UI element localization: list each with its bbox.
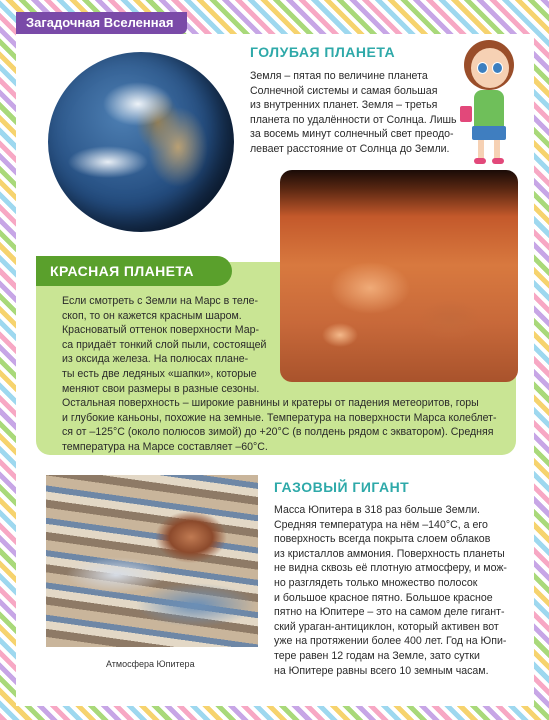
gas-giant-text: Масса Юпитера в 318 раз больше Земли. Средняя температура на нём –140°С, а его поверхность всегда покрыта слоем облаков из кристаллов аммония. Поверхность планеты не видна сквозь её плотную атмосферу, и мож- но разглядеть только множество полосок и большое красное пятно. Большое красное пятно на Юпитере – это на самом деле гигант- ский ураган-антициклон, который активен вот уже на протяжении более 400 лет. Год на Юпи- тере равен 12 годам на Земле, зато сутки на Юпитере равны всего 10 земным часам.	[274, 504, 507, 677]
jupiter-image	[46, 475, 258, 647]
girl-leg-left	[478, 140, 484, 160]
girl-shoe-right	[492, 158, 504, 164]
earth-image	[48, 52, 234, 232]
gas-giant-title: ГАЗОВЫЙ ГИГАНТ	[274, 479, 410, 495]
red-planet-text-wide: Остальная поверхность – широкие равнины и кратеры от падения метеоритов, горы и глубокие каньоны, похожие на земные. Температура на поверхности Марса колеблет- ся от –125°С (около полюсов зимой) до +20°С (в полдень рядом с экватором). Средняя температура на Марсе составляет –60°С.	[62, 397, 497, 453]
girl-eye-left	[477, 62, 488, 74]
section-title: Загадочная Вселенная	[16, 12, 187, 34]
girl-shoe-left	[474, 158, 486, 164]
girl-illustration	[458, 40, 524, 165]
girl-eye-right	[492, 62, 503, 74]
blue-planet-text: Земля – пятая по величине планета Солнечной системы и самая большая из внутренних планет. Земля – третья планета по удалённости от Солнца. Лишь за восемь минут солнечный свет преодо- левает расстояние от Солнца до Земли.	[250, 70, 457, 155]
red-planet-title: КРАСНАЯ ПЛАНЕТА	[36, 256, 232, 286]
girl-leg-right	[494, 140, 500, 160]
jupiter-caption: Атмосфера Юпитера	[106, 659, 195, 669]
mars-image	[280, 170, 518, 382]
blue-planet-title: ГОЛУБАЯ ПЛАНЕТА	[250, 44, 396, 60]
girl-skirt	[472, 126, 506, 140]
red-planet-text-narrow: Если смотреть с Земли на Марс в теле- скоп, то он кажется красным шаром. Красноватый оттенок поверхности Мар- са придаёт тонкий слой пыли, состоящей из оксида железа. На полюсах плане- ты есть две ледяных «шапки», которые меняют свои размеры в разные сезоны.	[62, 295, 267, 395]
